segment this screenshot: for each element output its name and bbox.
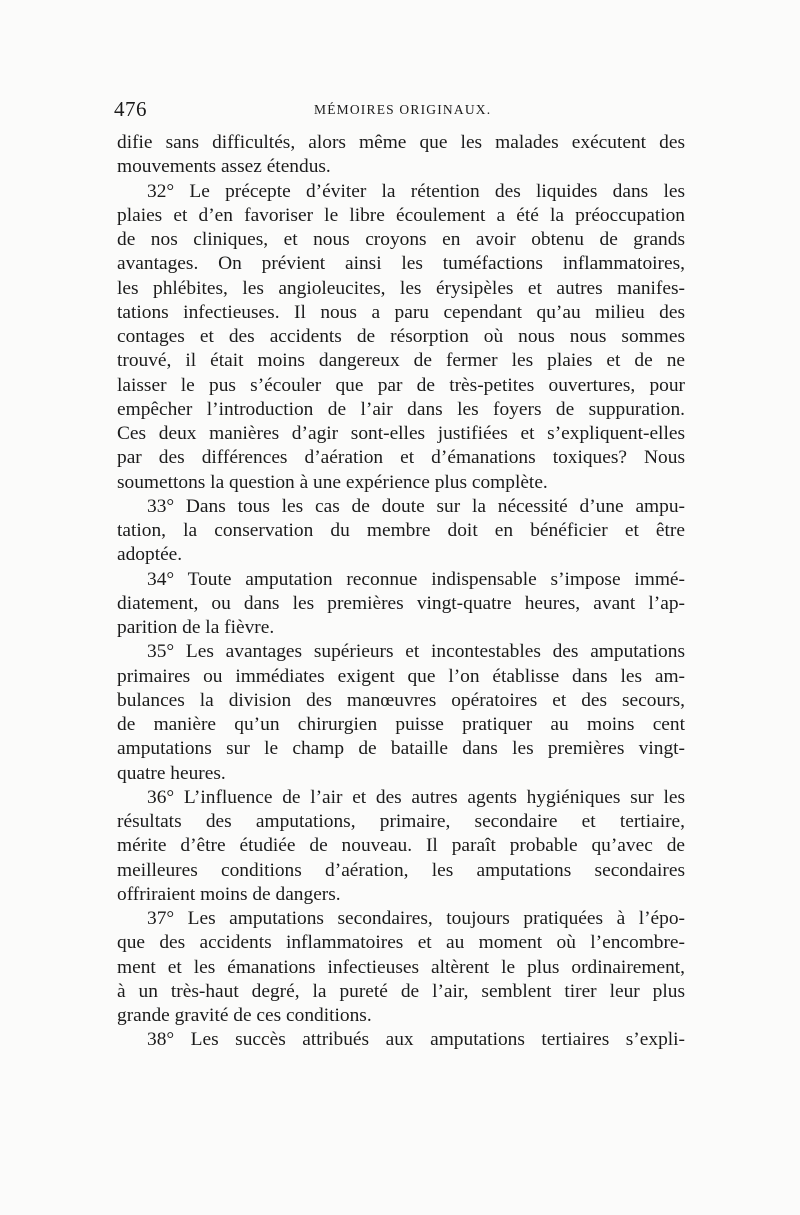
text-line: 34° Toute amputation reconnue indispensable s’impose immé-: [147, 568, 685, 590]
text-line: 38° Les succès attribués aux amputations tertiaires s’expli-: [147, 1029, 685, 1051]
text-line: quatre heures.: [117, 762, 226, 784]
text-line: que des accidents inflammatoires et au moment où l’encombre-: [117, 932, 685, 954]
text-line: 36° L’influence de l’air et des autres agents hygiéniques sur les: [147, 786, 685, 808]
text-line: tations infectieuses. Il nous a paru cependant qu’au milieu des: [117, 301, 685, 323]
text-line: bulances la division des manœuvres opératoires et des secours,: [117, 689, 685, 711]
text-line: résultats des amputations, primaire, secondaire et tertiaire,: [117, 811, 685, 832]
text-line: par des différences d’aération et d’émanations toxiques? Nous: [117, 447, 685, 469]
running-title: MÉMOIRES ORIGINAUX.: [314, 102, 492, 117]
text-line: mouvements assez étendus.: [117, 156, 331, 178]
text-line: plaies et d’en favoriser le libre écoulement a été la préoccupation: [117, 204, 685, 226]
text-line: empêcher l’introduction de l’air dans les foyers de suppuration.: [117, 398, 685, 420]
text-line: difie sans difficultés, alors même que les malades exécutent des: [117, 132, 685, 153]
text-line: de manière qu’un chirurgien puisse pratiquer au moins cent: [117, 714, 685, 735]
text-line: adoptée.: [117, 544, 183, 566]
text-line: diatement, ou dans les premières vingt-quatre heures, avant l’ap-: [117, 592, 685, 614]
text-line: amputations sur le champ de bataille dans les premières vingt-: [117, 738, 685, 760]
text-line: laisser le pus s’écouler que par de très-petites ouvertures, pour: [117, 374, 685, 396]
text-line: avantages. On prévient ainsi les tuméfactions inflammatoires,: [117, 253, 685, 275]
body-text: [117, 131, 685, 1053]
text-line: trouvé, il était moins dangereux de fermer les plaies et de ne: [117, 350, 685, 372]
text-line: 33° Dans tous les cas de doute sur la nécessité d’une ampu-: [147, 495, 685, 517]
text-line: 32° Le précepte d’éviter la rétention des liquides dans les: [147, 180, 685, 202]
text-line: meilleures conditions d’aération, les amputations secondaires: [117, 859, 685, 881]
text-line: soumettons la question à une expérience plus complète.: [117, 471, 548, 493]
text-line: offriraient moins de dangers.: [117, 883, 341, 905]
text-line: grande gravité de ces conditions.: [117, 1005, 372, 1026]
text-line: tation, la conservation du membre doit en bénéficier et être: [117, 520, 685, 541]
text-line: primaires ou immédiates exigent que l’on établisse dans les am-: [117, 665, 685, 687]
text-line: de nos cliniques, et nous croyons en avoir obtenu de grands: [117, 229, 685, 250]
text-line: 37° Les amputations secondaires, toujours pratiquées à l’épo-: [147, 908, 685, 929]
text-line: mérite d’être étudiée de nouveau. Il paraît probable qu’avec de: [117, 835, 685, 857]
page-header: [114, 97, 687, 121]
text-line: contages et des accidents de résorption où nous nous sommes: [117, 326, 685, 347]
text-line: à un très-haut degré, la pureté de l’air, semblent tirer leur plus: [117, 980, 685, 1002]
text-line: 35° Les avantages supérieurs et incontestables des amputations: [147, 641, 685, 663]
text-line: parition de la fièvre.: [117, 617, 275, 638]
text-line: Ces deux manières d’agir sont-elles justifiées et s’expliquent-elles: [117, 423, 685, 444]
text-line: les phlébites, les angioleucites, les érysipèles et autres manifes-: [117, 277, 685, 299]
page-number: 476: [114, 97, 147, 121]
text-line: ment et les émanations infectieuses altèrent le plus ordinairement,: [117, 956, 685, 978]
